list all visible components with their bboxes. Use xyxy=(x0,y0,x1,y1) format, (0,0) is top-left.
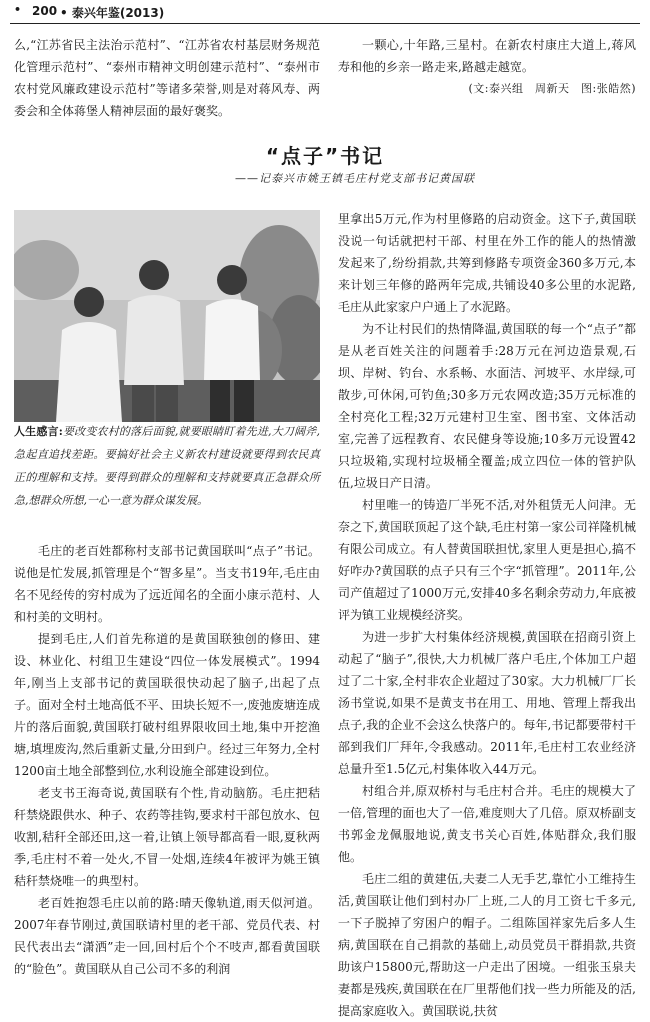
header-rule xyxy=(10,23,640,24)
paragraph: 村里唯一的铸造厂半死不活,对外租赁无人问津。无奈之下,黄国联顶起了这个缺,毛庄村第一家公司祥隆机械有限公司成立。有人替黄国联担忧,家里人更是担心,搞不好咋办?黄国联的点子只有三个字“抓管理”。2011年,公司产值超过了1000万元,安排40多名剩余劳动力,年底被评为镇工业规模经济奖。 xyxy=(338,498,636,622)
paragraph: 毛庄二组的黄建伍,夫妻二人无手艺,靠忙小工维持生活,黄国联让他们到村办厂上班,二人的月工资七千多元,一下子脱掉了穷困户的帽子。二组陈国祥家先后多人生病,黄国联在自己捐款的基础上,动员党员干群捐款,共资助该户15800元,帮助这一户走出了困境。一组张玉泉夫妻都是残疾,黄国联在在厂里帮他们找一些力所能及的活,提高家庭收入。黄国联说,扶贫 xyxy=(338,872,636,1018)
book-title: • 泰兴年鉴(2013) xyxy=(60,6,165,20)
paragraph: 为不让村民们的热情降温,黄国联的每一个“点子”都是从老百姓关注的问题着手:28万元在河边造景观,石坝、岸树、钓台、水系畅、水面洁、河坡平、水岸绿,可散步,可休闲,可钓鱼;30多万元农网改造;35万元标准的全村亮化工程;32万元建村卫生室、图书室、文体活动室,完善了远程教育、农民健身等设施;10多万元设置42只垃圾箱,实现村垃圾桶全覆盖;成立四位一体的管护队伍,垃圾日产日清。 xyxy=(338,322,636,490)
paragraph: 为进一步扩大村集体经济规模,黄国联在招商引资上动起了“脑子”,很快,大力机械厂落户毛庄,个体加工户超过了二十家,全村非农企业超过了30家。大力机械厂厂长汤书堂说,如果不是黄支书在用工、用地、管理上帮我出点子,我的企业不会这么快落户的。每年,书记都要带村干部到我们厂拜年,令我感动。2011年,毛庄村工农业经济总量升至1.5亿元,村集体收入44万元。 xyxy=(338,630,636,776)
paragraph: 老百姓抱怨毛庄以前的路:晴天像轨道,雨天似河道。2007年春节刚过,黄国联请村里的老干部、党员代表、村民代表出去“潇洒”走一回,回村后个个不吱声,都看黄国联的“脸色”。黄国联从自己公司不多的利润 xyxy=(14,896,320,976)
photo-caption xyxy=(14,420,320,512)
top-left-column xyxy=(14,34,320,122)
page-number: 200 xyxy=(32,4,58,18)
article-photo xyxy=(14,210,320,422)
paragraph: 里拿出5万元,作为村里修路的启动资金。这下子,黄国联没说一句话就把村干部、村里在外工作的能人的热情激发起来了,纷纷捐款,共筹到修路专项资金360多万元,本来计划三年修的路两年完成,共铺设40多公里的水泥路,毛庄从此家家户户通上了水泥路。 xyxy=(338,212,636,314)
paragraph: 老支书王海奇说,黄国联有个性,肯动脑筋。毛庄把秸秆禁烧跟供水、种子、农药等挂钩,要求村干部包放水、包收割,秸秆全部还田,这一着,让镇上领导都高看一眼,夏秋两季,毛庄村不着一处火,不冒一处烟,连续4年被评为姚王镇秸秆禁烧唯一的典型村。 xyxy=(14,786,320,888)
paragraph: 毛庄的老百姓都称村支部书记黄国联叫“点子”书记。说他是忙发展,抓管理是个“智多星”。当支书19年,毛庄由名不见经传的穷村成为了远近闻名的全面小康示范村、人和村美的文明村。 xyxy=(14,544,320,624)
left-body-column xyxy=(14,540,320,980)
photo-illustration xyxy=(14,210,320,422)
page-header xyxy=(0,0,650,24)
article-title: “点子”书记 xyxy=(265,144,385,168)
paragraph: 么,“江苏省民主法治示范村”、“江苏省农村基层财务规范化管理示范村”、“泰州市精神文明创建示范村”、“泰州市农村党风廉政建设示范村”等诸多荣誉,则是对蒋风寿、两委会和全体蒋堡人精神层面的最好褒奖。 xyxy=(14,38,320,118)
paragraph: 提到毛庄,人们首先称道的是黄国联独创的修田、建设、林业化、村组卫生建设“四位一体发展模式”。1994年,刚当上支部书记的黄国联很快动起了脑子,出起了点子。面对全村土地高低不平、田块长短不一,废弛废塘连成片的落后面貌,黄国联打破村组界限收回土地,集中开挖渔塘,填埋废沟,然后重新丈量,分田到户。经过三年努力,全村1200亩土地全部整到位,水利设施全部建设到位。 xyxy=(14,632,320,778)
article-subtitle: ——记泰兴市姚王镇毛庄村党支部书记黄国联 xyxy=(235,172,475,185)
paragraph: 一颗心,十年路,三星村。在新农村康庄大道上,蒋风寿和他的乡亲一路走来,路越走越宽。 xyxy=(338,38,636,74)
caption-text: 要改变农村的落后面貌,就要眼睛盯着先进,大刀阔斧,急起直追找差距。要搞好社会主义新农村建设就要得到农民真正的理解和支持。要得到群众的理解和支持就要真正急群众所急,想群众所想,一心一意为群众谋发展。 xyxy=(14,425,320,507)
article-credit: (文:泰兴组 周新天 图:张皓然) xyxy=(468,82,636,95)
header-bullet: • xyxy=(14,3,22,16)
right-body-column xyxy=(338,208,636,1022)
paragraph: 村组合并,原双桥村与毛庄村合并。毛庄的规模大了一倍,管理的面也大了一倍,难度则大了几倍。原双桥副支书郭金龙佩服地说,黄支书关心百姓,体贴群众,我们服他。 xyxy=(338,784,636,864)
caption-label: 人生感言: xyxy=(14,425,63,438)
top-right-column xyxy=(338,34,636,100)
